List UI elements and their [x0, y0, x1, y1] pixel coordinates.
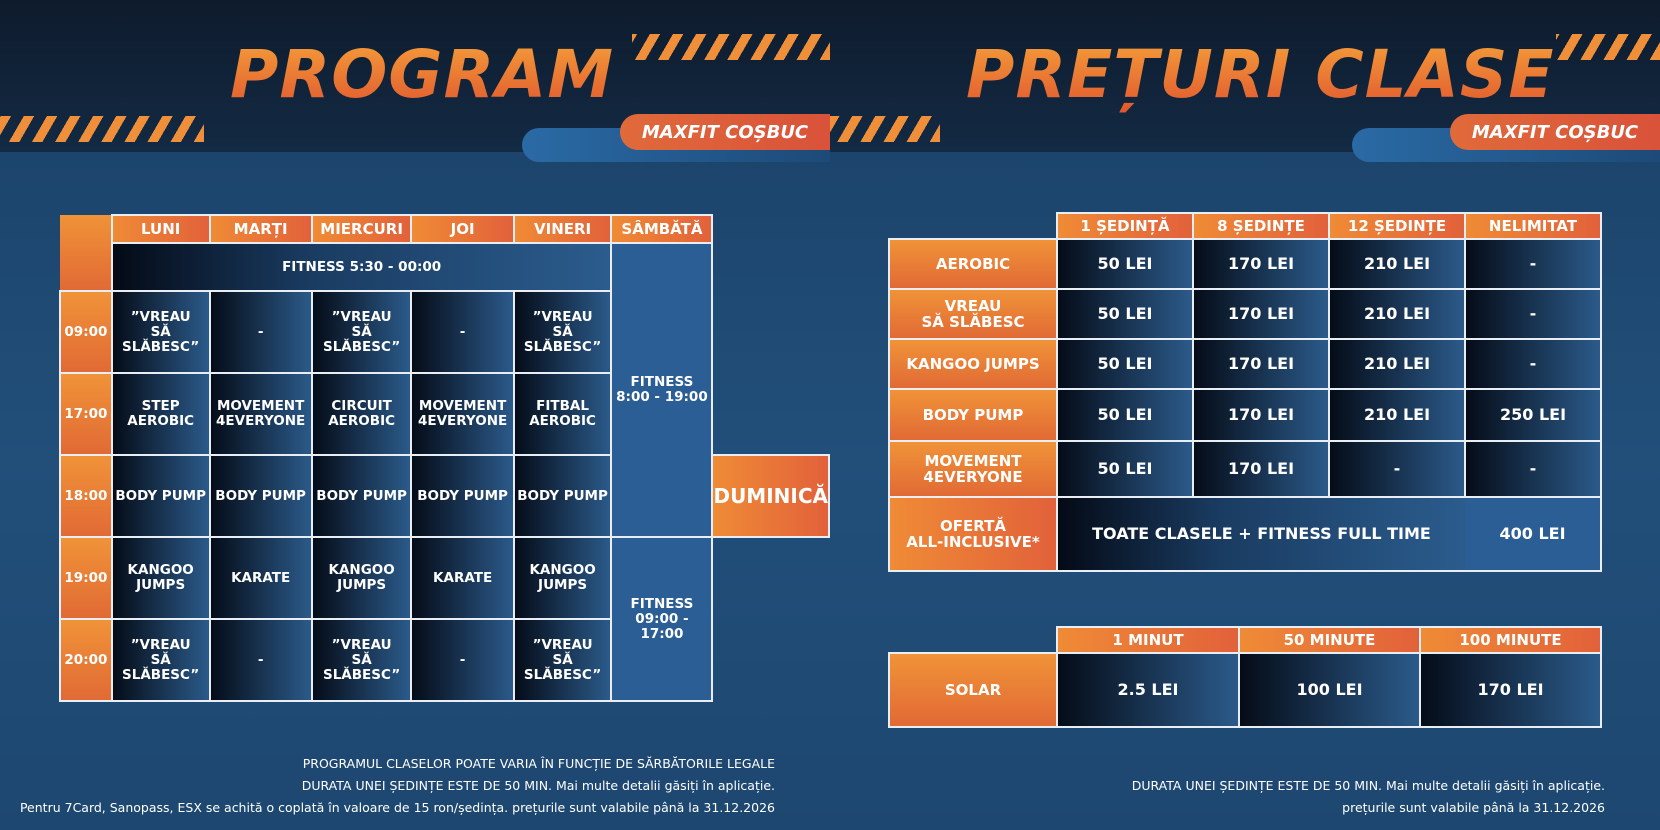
time-label: 18:00 [60, 455, 112, 537]
class-label: MOVEMENT 4EVERYONE [889, 441, 1057, 497]
class-cell: ”VREAU SĂ SLĂBESC” [514, 291, 612, 373]
price-header: 1 ȘEDINȚĂ [1057, 213, 1193, 239]
prices-panel [830, 0, 1660, 830]
class-label: KANGOO JUMPS [889, 339, 1057, 389]
solar-header: 1 MINUT [1057, 627, 1239, 653]
price-cell: - [1465, 289, 1601, 339]
corner-cell [889, 627, 1057, 653]
class-cell: ”VREAU SĂ SLĂBESC” [112, 619, 210, 701]
price-cell: 210 LEI [1329, 339, 1465, 389]
solar-price: 2.5 LEI [1057, 653, 1239, 727]
solar-price: 170 LEI [1420, 653, 1601, 727]
time-label: 20:00 [60, 619, 112, 701]
decorative-stripes [0, 116, 204, 142]
class-cell: KANGOO JUMPS [312, 537, 412, 619]
saturday-hours: FITNESS 8:00 - 19:00 [611, 243, 712, 537]
class-cell: BODY PUMP [411, 455, 513, 537]
time-label: 19:00 [60, 537, 112, 619]
page-title: PREȚURI CLASE [966, 36, 1555, 113]
class-cell: - [411, 619, 513, 701]
sunday-label: DUMINICĂ [712, 455, 829, 537]
footer-line: prețurile sunt valabile până la 31.12.2026 [1342, 800, 1605, 815]
price-cell: 50 LEI [1057, 441, 1193, 497]
class-cell: MOVEMENT 4EVERYONE [411, 373, 513, 455]
price-cell: 50 LEI [1057, 339, 1193, 389]
class-cell: ”VREAU SĂ SLĂBESC” [312, 291, 412, 373]
price-cell: - [1465, 339, 1601, 389]
day-header: MARȚI [210, 215, 312, 243]
class-cell: - [411, 291, 513, 373]
class-cell: BODY PUMP [210, 455, 312, 537]
solar-header: 100 MINUTE [1420, 627, 1601, 653]
class-cell: FITBAL AEROBIC [514, 373, 612, 455]
price-cell: 210 LEI [1329, 289, 1465, 339]
price-header: 8 ȘEDINȚE [1193, 213, 1329, 239]
class-cell: CIRCUIT AEROBIC [312, 373, 412, 455]
price-cell: - [1329, 441, 1465, 497]
class-prices-table [888, 212, 1602, 572]
decorative-stripes [830, 116, 940, 142]
solar-prices-table [888, 626, 1602, 728]
footer-note [20, 753, 775, 819]
price-cell: 170 LEI [1193, 441, 1329, 497]
footer-note [1132, 775, 1605, 819]
page-title: PROGRAM [230, 36, 615, 113]
class-cell: STEP AEROBIC [112, 373, 210, 455]
offer-label: OFERTĂ ALL-INCLUSIVE* [889, 497, 1057, 571]
offer-price: 400 LEI [1465, 497, 1601, 571]
class-cell: KARATE [210, 537, 312, 619]
class-cell: - [210, 619, 312, 701]
price-cell: 50 LEI [1057, 239, 1193, 289]
class-cell: ”VREAU SĂ SLĂBESC” [112, 291, 210, 373]
decorative-stripes [632, 34, 830, 60]
price-cell: 250 LEI [1465, 389, 1601, 441]
solar-label: SOLAR [889, 653, 1057, 727]
class-cell: KANGOO JUMPS [514, 537, 612, 619]
day-header: JOI [411, 215, 513, 243]
price-cell: 50 LEI [1057, 289, 1193, 339]
time-label: 17:00 [60, 373, 112, 455]
class-label: VREAU SĂ SLĂBESC [889, 289, 1057, 339]
class-cell: ”VREAU SĂ SLĂBESC” [514, 619, 612, 701]
day-header: LUNI [112, 215, 210, 243]
class-cell: KANGOO JUMPS [112, 537, 210, 619]
price-cell: - [1465, 239, 1601, 289]
class-label: AEROBIC [889, 239, 1057, 289]
class-label: BODY PUMP [889, 389, 1057, 441]
price-cell: 210 LEI [1329, 239, 1465, 289]
footer-line: Pentru 7Card, Sanopass, ESX se achită o coplată în valoare de 15 ron/ședința. prețurile sunt valabile până la 31.12.2026 [19, 800, 775, 815]
solar-price: 100 LEI [1239, 653, 1420, 727]
corner-cell [889, 213, 1057, 239]
solar-header: 50 MINUTE [1239, 627, 1420, 653]
schedule-table [59, 214, 830, 702]
footer-line: DURATA UNEI ȘEDINȚE ESTE DE 50 MIN. Mai multe detalii găsiți în aplicație. [301, 778, 775, 793]
day-header: MIERCURI [312, 215, 412, 243]
day-header: VINERI [514, 215, 612, 243]
class-cell: BODY PUMP [112, 455, 210, 537]
price-header: NELIMITAT [1465, 213, 1601, 239]
price-cell: - [1465, 441, 1601, 497]
footer-line: PROGRAMUL CLASELOR POATE VARIA ÎN FUNCȚIE DE SĂRBĂTORILE LEGALE [302, 756, 775, 771]
class-cell: ”VREAU SĂ SLĂBESC” [312, 619, 412, 701]
price-cell: 210 LEI [1329, 389, 1465, 441]
brand-label: MAXFIT COȘBUC [1450, 114, 1660, 150]
class-cell: BODY PUMP [312, 455, 412, 537]
brand-label: MAXFIT COȘBUC [620, 114, 830, 150]
day-header: SÂMBĂTĂ [611, 215, 712, 243]
class-cell: BODY PUMP [514, 455, 612, 537]
class-cell: KARATE [411, 537, 513, 619]
price-cell: 170 LEI [1193, 339, 1329, 389]
price-cell: 170 LEI [1193, 389, 1329, 441]
footer-line: DURATA UNEI ȘEDINȚE ESTE DE 50 MIN. Mai multe detalii găsiți în aplicație. [1131, 778, 1605, 793]
corner-cell [60, 215, 112, 291]
sunday-hours: FITNESS 09:00 - 17:00 [611, 537, 712, 701]
price-cell: 170 LEI [1193, 239, 1329, 289]
time-label: 09:00 [60, 291, 112, 373]
price-cell: 50 LEI [1057, 389, 1193, 441]
price-cell: 170 LEI [1193, 289, 1329, 339]
price-header: 12 ȘEDINȚE [1329, 213, 1465, 239]
offer-text: TOATE CLASELE + FITNESS FULL TIME [1057, 497, 1465, 571]
decorative-stripes [1556, 34, 1660, 60]
class-cell: - [210, 291, 312, 373]
class-cell: MOVEMENT 4EVERYONE [210, 373, 312, 455]
fitness-weekday: FITNESS 5:30 - 00:00 [112, 243, 612, 291]
